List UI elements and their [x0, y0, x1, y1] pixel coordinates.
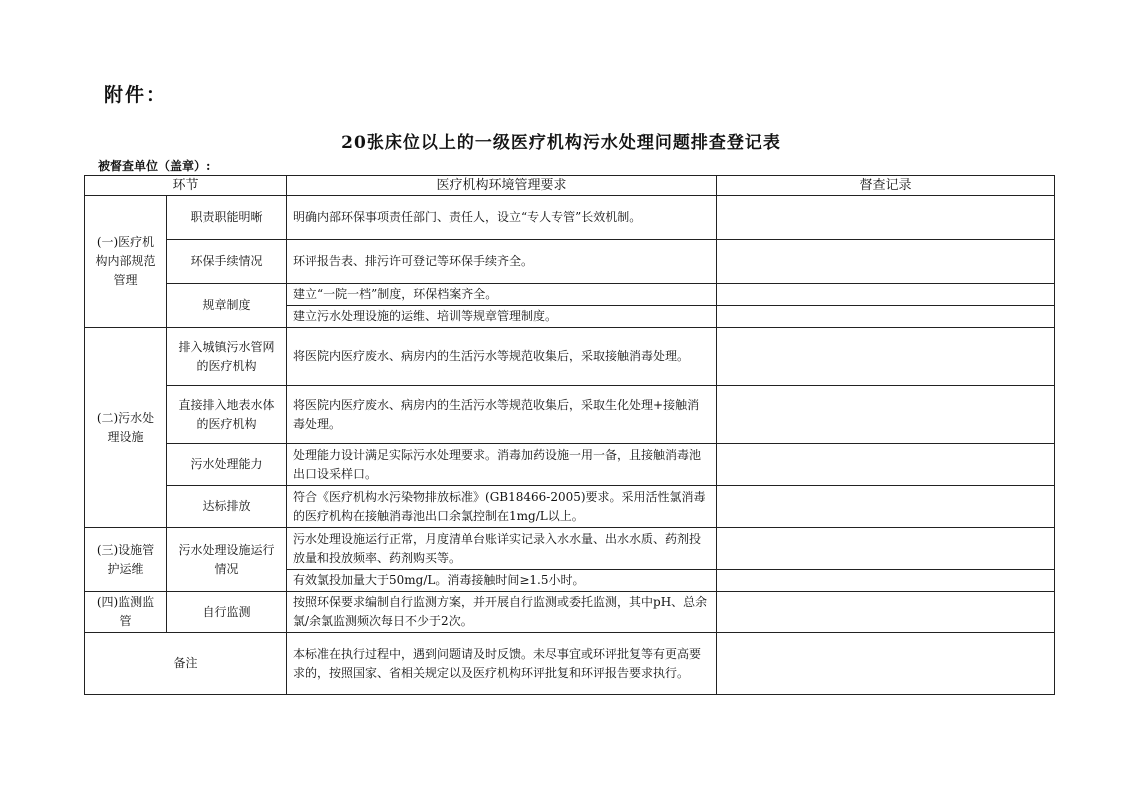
record-cell[interactable] — [717, 328, 1055, 386]
sub-item: 直接排入地表水体的医疗机构 — [167, 386, 287, 444]
record-cell[interactable] — [717, 284, 1055, 306]
record-cell[interactable] — [717, 633, 1055, 695]
section-1-name: (一)医疗机构内部规范管理 — [85, 196, 167, 328]
requirement-text: 有效氯投加量大于50mg/L。消毒接触时间≥1.5小时。 — [287, 570, 717, 592]
requirement-text: 环评报告表、排污许可登记等环保手续齐全。 — [287, 240, 717, 284]
table-header-row — [85, 176, 1055, 196]
table-row — [85, 486, 1055, 528]
attachment-label: 附件： — [104, 84, 168, 106]
registration-table — [84, 175, 1055, 695]
record-cell[interactable] — [717, 240, 1055, 284]
record-cell[interactable] — [717, 570, 1055, 592]
requirement-text: 将医院内医疗废水、病房内的生活污水等规范收集后，采取接触消毒处理。 — [287, 328, 717, 386]
page-title: 20张床位以上的一级医疗机构污水处理问题排查登记表 — [341, 133, 781, 153]
record-cell[interactable] — [717, 486, 1055, 528]
record-cell[interactable] — [717, 386, 1055, 444]
record-cell[interactable] — [717, 444, 1055, 486]
sub-item: 自行监测 — [167, 592, 287, 633]
remark-text: 本标准在执行过程中，遇到问题请及时反馈。未尽事宜或环评批复等有更高要求的，按照国家、省相关规定以及医疗机构环评批复和环评报告要求执行。 — [287, 633, 717, 695]
requirement-text: 符合《医疗机构水污染物排放标准》(GB18466-2005)要求。采用活性氯消毒的医疗机构在接触消毒池出口余氯控制在1mg/L以上。 — [287, 486, 717, 528]
header-requirement: 医疗机构环境管理要求 — [287, 176, 717, 196]
section-2-name: (二)污水处理设施 — [85, 328, 167, 528]
header-record: 督查记录 — [717, 176, 1055, 196]
record-cell[interactable] — [717, 306, 1055, 328]
record-cell[interactable] — [717, 196, 1055, 240]
header-section: 环节 — [85, 176, 287, 196]
sub-item: 规章制度 — [167, 284, 287, 328]
section-4-name: (四)监测监管 — [85, 592, 167, 633]
record-cell[interactable] — [717, 528, 1055, 570]
table-row — [85, 528, 1055, 570]
table-row — [85, 444, 1055, 486]
sub-item: 污水处理能力 — [167, 444, 287, 486]
table-row — [85, 592, 1055, 633]
sub-item: 排入城镇污水管网的医疗机构 — [167, 328, 287, 386]
requirement-text: 处理能力设计满足实际污水处理要求。消毒加药设施一用一备，且接触消毒池出口设采样口。 — [287, 444, 717, 486]
requirement-text: 污水处理设施运行正常，月度清单台账详实记录入水水量、出水水质、药剂投放量和投放频率、药剂购买等。 — [287, 528, 717, 570]
requirement-text: 将医院内医疗废水、病房内的生活污水等规范收集后，采取生化处理+接触消毒处理。 — [287, 386, 717, 444]
requirement-text: 按照环保要求编制自行监测方案，并开展自行监测或委托监测，其中pH、总余氯/余氯监测频次每日不少于2次。 — [287, 592, 717, 633]
table-row — [85, 284, 1055, 306]
sub-item: 污水处理设施运行情况 — [167, 528, 287, 592]
remark-label: 备注 — [85, 633, 287, 695]
table-row — [85, 240, 1055, 284]
inspected-unit-label: 被督查单位（盖章）: — [98, 159, 211, 173]
requirement-text: 建立“一院一档”制度，环保档案齐全。 — [287, 284, 717, 306]
sub-item: 环保手续情况 — [167, 240, 287, 284]
requirement-text: 明确内部环保事项责任部门、责任人，设立“专人专管”长效机制。 — [287, 196, 717, 240]
sub-item: 职责职能明晰 — [167, 196, 287, 240]
sub-item: 达标排放 — [167, 486, 287, 528]
requirement-text: 建立污水处理设施的运维、培训等规章管理制度。 — [287, 306, 717, 328]
remark-row — [85, 633, 1055, 695]
table-row — [85, 328, 1055, 386]
section-3-name: (三)设施管护运维 — [85, 528, 167, 592]
record-cell[interactable] — [717, 592, 1055, 633]
table-row — [85, 386, 1055, 444]
table-row — [85, 196, 1055, 240]
